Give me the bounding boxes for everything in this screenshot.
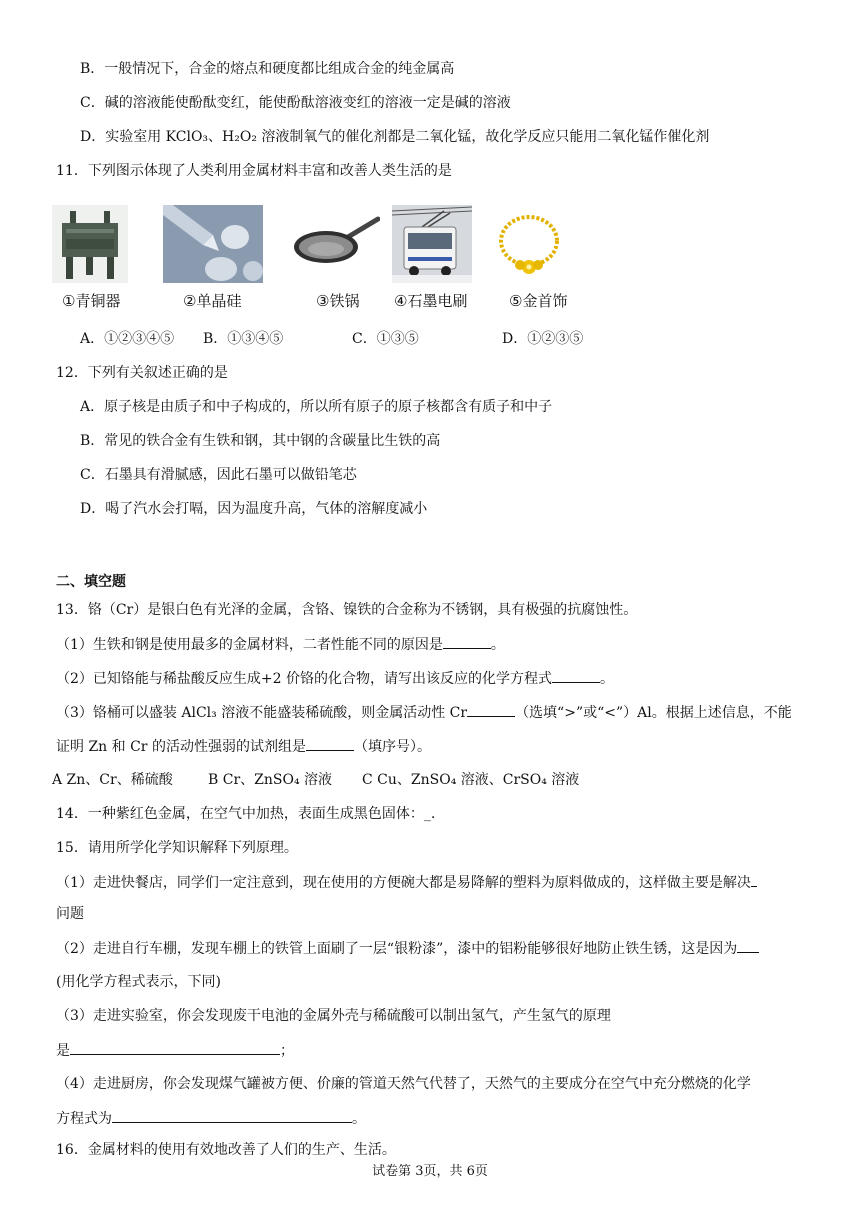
q15-stem: 15．请用所学化学知识解释下列原理。 — [56, 840, 298, 856]
q11-option-c: C．①③⑤ — [352, 331, 419, 347]
q13-answer-blank-3[interactable] — [467, 702, 515, 717]
q15-part2 — [56, 938, 759, 959]
q10-option-d: D．实验室用 KClO₃、H₂O₂ 溶液制氧气的催化剂都是二氧化锰，故化学反应只能用二氧化锰作催化剂 — [80, 129, 710, 145]
q15-part1-text: （1）走进快餐店，同学们一定注意到，现在使用的方便碗大都是易降解的塑料为原料做成的，这样做主要是解决 — [56, 875, 751, 891]
q15-part1 — [56, 872, 757, 893]
q10-option-b: B．一般情况下，合金的熔点和硬度都比组成合金的纯金属高 — [80, 61, 455, 77]
q11-caption-2: ②单晶硅 — [183, 292, 242, 310]
q12-stem: 12．下列有关叙述正确的是 — [56, 365, 228, 381]
q11-caption-4: ④石墨电刷 — [394, 292, 468, 310]
q15-part2-text: （2）走进自行车棚，发现车棚上的铁管上面刷了一层“银粉漆”，漆中的铝粉能够很好地防止铁生锈，这是因为 — [56, 941, 738, 957]
q15-answer-blank-3[interactable] — [70, 1040, 280, 1055]
q13-part3-text: （3）铬桶可以盛装 AlCl₃ 溶液不能盛装稀硫酸，则金属活动性 Cr — [56, 705, 468, 721]
q15-part4-text-b: 方程式为 — [56, 1111, 112, 1127]
section-heading: 二、填空题 — [56, 574, 126, 590]
q13-part3 — [56, 702, 792, 723]
q11-option-a: A．①②③④⑤ — [80, 331, 175, 347]
q13-stem: 13．铬（Cr）是银白色有光泽的金属，含铬、镍铁的合金称为不锈钢，具有极强的抗腐蚀性。 — [56, 602, 638, 618]
q15-answer-blank-2[interactable] — [737, 938, 759, 953]
page-footer: 试卷第 3页，共 6页 — [372, 1164, 488, 1179]
q13-answer-blank-2[interactable] — [552, 668, 600, 683]
q13-part3-cont — [56, 736, 431, 757]
q15-part2-end: (用化学方程式表示，下同) — [56, 974, 221, 990]
q11-option-b: B．①③④⑤ — [203, 331, 284, 347]
q15-answer-blank-1[interactable] — [751, 872, 757, 887]
q15-part4: （4）走进厨房，你会发现煤气罐被方便、价廉的管道天然气代替了，天然气的主要成分在空气中充分燃烧的化学 — [56, 1076, 751, 1092]
trolleybus-image — [392, 205, 472, 283]
q13-choice-b: B Cr、ZnSO₄ 溶液 — [208, 772, 333, 788]
q12-option-c: C．石墨具有滑腻感，因此石墨可以做铅笔芯 — [80, 467, 357, 483]
q16-stem: 16．金属材料的使用有效地改善了人们的生产、生活。 — [56, 1142, 396, 1158]
q13-part2-end: 。 — [600, 671, 614, 687]
q13-choice-a: A Zn、Cr、稀硫酸 — [52, 772, 173, 788]
q15-part4-end: 。 — [352, 1111, 366, 1127]
q15-part3: （3）走进实验室，你会发现废干电池的金属外壳与稀硫酸可以制出氢气，产生氢气的原理 — [56, 1008, 611, 1024]
q13-part1-text: （1）生铁和钢是使用最多的金属材料，二者性能不同的原因是 — [56, 637, 443, 653]
bronze-vessel-image — [52, 205, 128, 283]
q15-part3-cont — [56, 1040, 294, 1061]
q12-option-b: B．常见的铁合金有生铁和钢，其中钢的含碳量比生铁的高 — [80, 433, 441, 449]
q15-part3-end: ； — [280, 1043, 294, 1059]
q11-option-d: D．①②③⑤ — [502, 331, 584, 347]
q13-part2 — [56, 668, 614, 689]
q13-part2-text: （2）已知铬能与稀盐酸反应生成+2 价铬的化合物，请写出该反应的化学方程式 — [56, 671, 552, 687]
q13-part1 — [56, 634, 505, 655]
q11-caption-5: ⑤金首饰 — [509, 292, 568, 310]
q15-part1-end: 问题 — [56, 906, 84, 922]
q13-part3-text-d: （填序号）。 — [353, 739, 431, 755]
q15-answer-blank-4[interactable] — [112, 1108, 352, 1123]
q13-choice-c: C Cu、ZnSO₄ 溶液、CrSO₄ 溶液 — [362, 772, 580, 788]
q11-stem: 11．下列图示体现了人类利用金属材料丰富和改善人类生活的是 — [56, 163, 452, 179]
q12-option-a: A．原子核是由质子和中子构成的，所以所有原子的原子核都含有质子和中子 — [80, 399, 553, 415]
q13-answer-blank-4[interactable] — [306, 736, 354, 751]
q12-option-d: D．喝了汽水会打嗝，因为温度升高，气体的溶解度减小 — [80, 501, 428, 517]
q13-part3-text-b: （选填“>”或“<”）Al。根据上述信息，不能 — [515, 705, 792, 721]
wok-image — [290, 205, 380, 283]
q14-stem: 14．一种紫红色金属，在空气中加热，表面生成黑色固体：_. — [56, 806, 436, 822]
q13-part3-text-c: 证明 Zn 和 Cr 的活动性强弱的试剂组是 — [56, 739, 306, 755]
q13-part1-end: 。 — [490, 637, 505, 653]
q15-part3-text-b: 是 — [56, 1043, 70, 1059]
q13-answer-blank-1[interactable] — [443, 634, 491, 649]
gold-bracelet-image — [490, 205, 568, 283]
q10-option-c: C．碱的溶液能使酚酞变红，能使酚酞溶液变红的溶液一定是碱的溶液 — [80, 95, 511, 111]
q15-part4-cont — [56, 1108, 366, 1129]
q11-caption-1: ①青铜器 — [62, 292, 121, 310]
silicon-image — [163, 205, 263, 283]
q11-caption-3: ③铁锅 — [316, 292, 360, 310]
